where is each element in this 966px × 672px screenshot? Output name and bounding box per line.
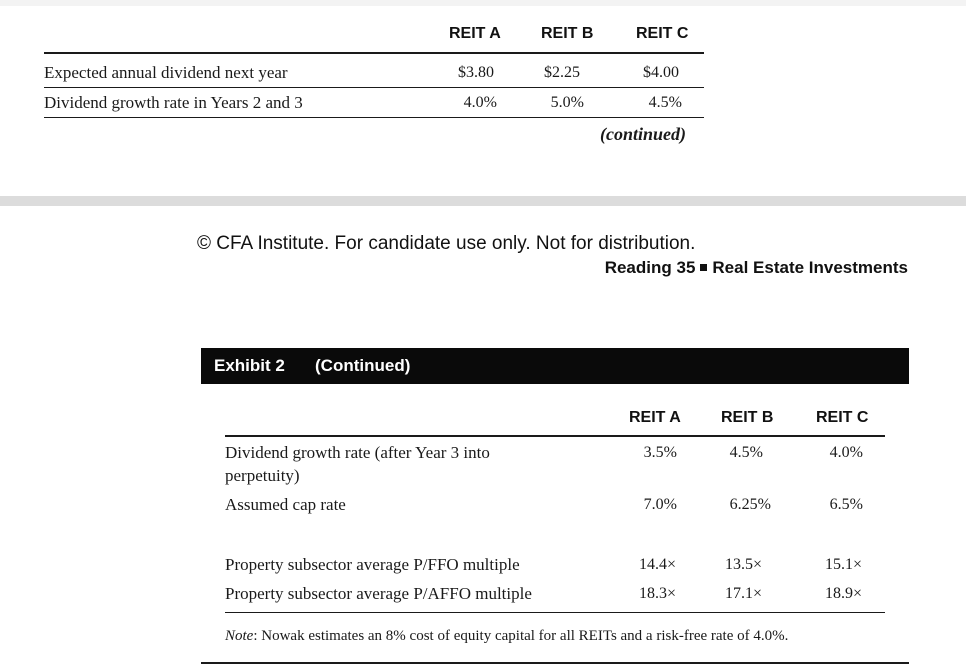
top-cell: 4.0%: [463, 94, 497, 111]
row-label: Assumed cap rate: [225, 495, 346, 514]
col-header-reit-a: REIT A: [629, 409, 681, 426]
row-label: Property subsector average P/AFFO multiple: [225, 584, 532, 603]
row-label: Dividend growth rate (after Year 3 into: [225, 443, 490, 462]
reading-header: [605, 258, 908, 278]
exhibit-header-rule: [225, 435, 885, 437]
note-text: : Nowak estimates an 8% cost of equity capital for all REITs and a risk-free rate of 4.0%.: [253, 628, 789, 644]
top-row-label: Expected annual dividend next year: [44, 63, 288, 82]
top-row-label: Dividend growth rate in Years 2 and 3: [44, 93, 303, 112]
top-cell: 5.0%: [550, 94, 584, 111]
col-header-reit-c: REIT C: [816, 409, 869, 426]
table-cell: 13.5×: [724, 556, 762, 573]
table-cell: 18.9×: [824, 585, 862, 602]
table-cell: 14.4×: [638, 556, 676, 573]
top-col-header-reit-b: REIT B: [541, 25, 594, 42]
col-header-reit-b: REIT B: [721, 409, 774, 426]
exhibit-note: [225, 628, 788, 645]
table-cell: 18.3×: [638, 585, 676, 602]
current-page: [0, 206, 966, 672]
top-table-bottom-rule: [44, 117, 704, 118]
exhibit-title-bar: [201, 348, 909, 384]
table-cell: 4.0%: [829, 444, 863, 461]
exhibit-subtitle: (Continued): [315, 356, 411, 375]
row-label: Property subsector average P/FFO multiple: [225, 555, 520, 574]
continued-label: (continued): [600, 124, 687, 144]
table-cell: 6.25%: [729, 496, 771, 513]
copyright-notice: © CFA Institute. For candidate use only. Not for distribution.: [197, 233, 696, 254]
table-cell: 4.5%: [729, 444, 763, 461]
note-label: Note: [225, 628, 254, 644]
table-cell: 3.5%: [643, 444, 677, 461]
exhibit-label: Exhibit 2: [214, 356, 285, 375]
square-bullet-icon: [700, 264, 707, 271]
table-cell: 6.5%: [829, 496, 863, 513]
page-separator: [0, 196, 966, 206]
exhibit-bottom-rule: [201, 662, 909, 664]
table-cell: 7.0%: [643, 496, 677, 513]
reading-number: Reading 35: [604, 258, 696, 277]
previous-page: [0, 6, 966, 196]
top-cell: $4.00: [643, 64, 679, 81]
top-header-rule: [44, 52, 704, 54]
row-label-continuation: perpetuity): [225, 466, 300, 485]
top-col-header-reit-a: REIT A: [449, 25, 501, 42]
top-cell: 4.5%: [648, 94, 682, 111]
table-cell: 15.1×: [824, 556, 862, 573]
reading-title: Real Estate Investments: [712, 258, 908, 277]
top-cell: $3.80: [458, 64, 494, 81]
exhibit-body-rule: [225, 612, 885, 613]
top-col-header-reit-c: REIT C: [636, 25, 689, 42]
table-cell: 17.1×: [724, 585, 762, 602]
top-cell: $2.25: [544, 64, 580, 81]
top-row-rule: [44, 87, 704, 88]
